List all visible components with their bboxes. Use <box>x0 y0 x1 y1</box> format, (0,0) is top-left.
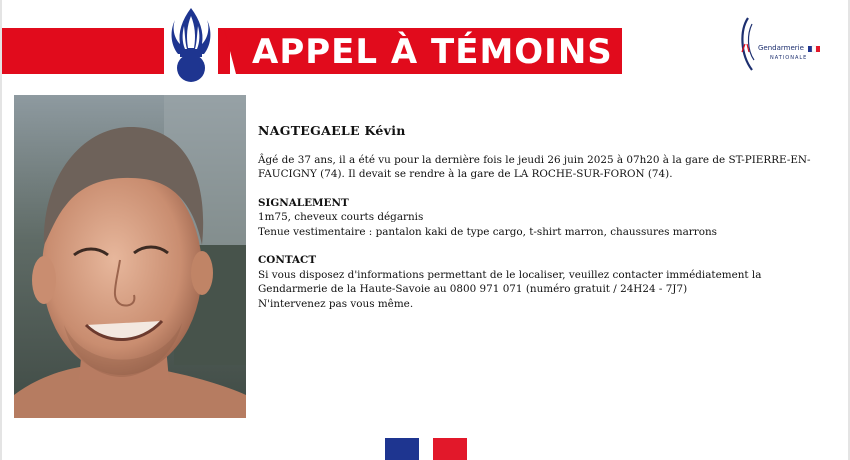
person-info <box>258 124 818 311</box>
republique-flag-icon <box>385 438 467 460</box>
contact-note: N'intervenez pas vous même. <box>258 297 414 310</box>
person-photo <box>14 95 246 418</box>
signalement-heading: SIGNALEMENT <box>258 196 349 209</box>
person-name: NAGTEGAELE Kévin <box>258 123 406 138</box>
banner-red-left <box>2 28 174 74</box>
contact-heading: CONTACT <box>258 254 317 266</box>
contact-text: Si vous disposez d'informations permettant de le localiser, veuillez contacter immédiatement la Gendarmerie de la Haute-Savoie au 0800 971 071 (numéro gratuit / 24H24 - 7J7) <box>258 268 762 295</box>
gendarmerie-logo-subtext: NATIONALE <box>770 55 808 61</box>
person-description: Âgé de 37 ans, il a été vu pour la dernière fois le jeudi 26 juin 2025 à 07h20 à la gare de ST-PIERRE-EN-FAUCIGNY (74). Il devait se rendre à la gare de LA ROCHE-SUR-FORON (74). <box>258 153 811 180</box>
flag-red-band <box>433 438 467 460</box>
flag-blue-band <box>385 438 419 460</box>
signalement-line1: 1m75, cheveux courts dégarnis <box>258 211 424 223</box>
poster-title: APPEL À TÉMOINS <box>252 32 613 72</box>
gendarmerie-logo-text: Gendarmerie <box>758 44 804 52</box>
grenade-emblem-icon <box>160 2 222 94</box>
signalement-line2: Tenue vestimentaire : pantalon kaki de type cargo, t-shirt marron, chaussures marrons <box>258 225 717 238</box>
